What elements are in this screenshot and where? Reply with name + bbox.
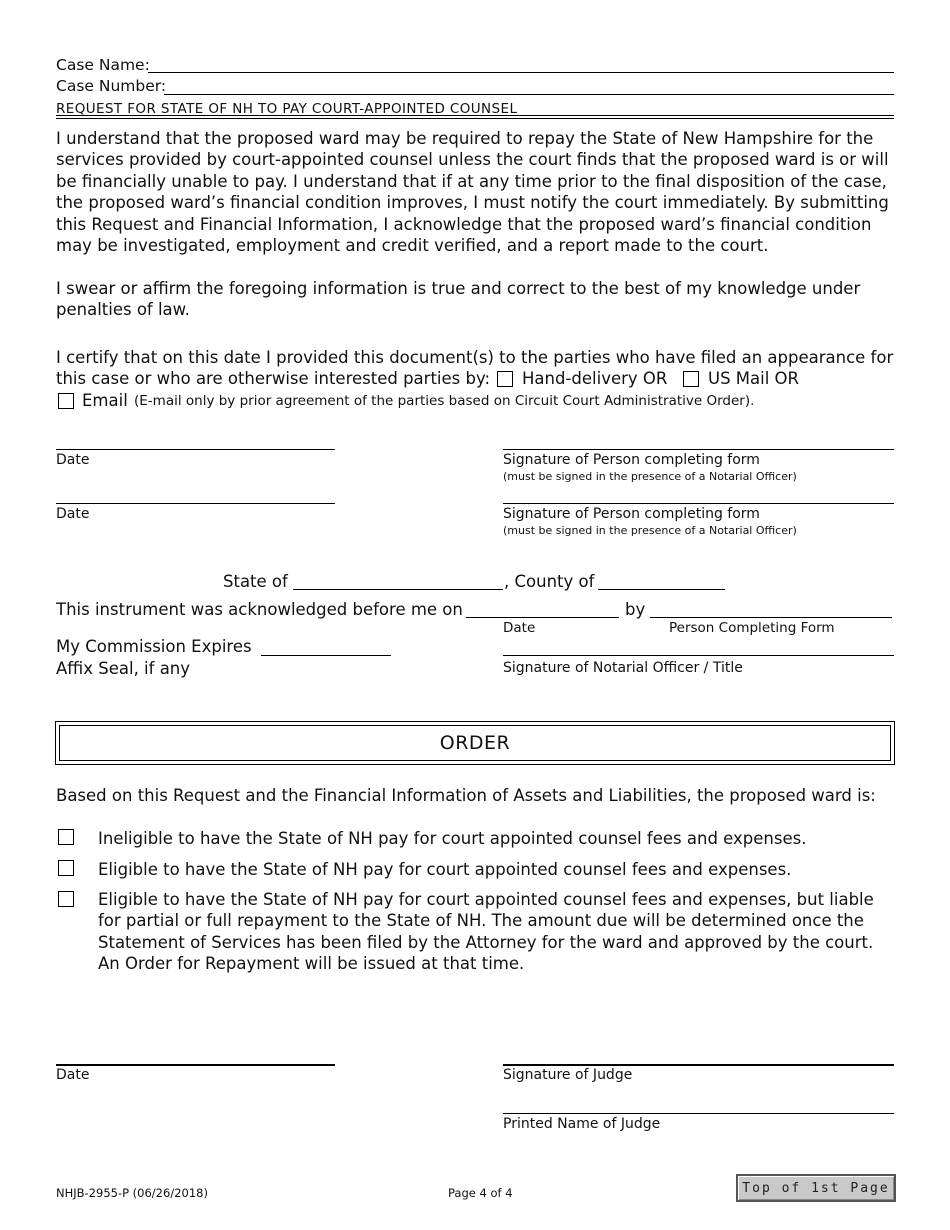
- date-label-1: Date: [56, 452, 90, 468]
- ineligible-label: Ineligible to have the State of NH pay for court appointed counsel fees and expenses.: [98, 829, 807, 848]
- acknowledged-label: This instrument was acknowledged before me on: [56, 600, 463, 619]
- acknowledged-date-label: Date: [503, 620, 536, 636]
- eligible-label: Eligible to have the State of NH pay for court appointed counsel fees and expenses.: [98, 860, 792, 879]
- date-line-1[interactable]: [56, 449, 335, 450]
- signature-line-2[interactable]: [503, 503, 894, 504]
- county-of-label: , County of: [504, 572, 595, 591]
- person-label: Person Completing Form: [669, 620, 835, 636]
- hand-delivery-checkbox[interactable]: [497, 371, 513, 387]
- order-intro: Based on this Request and the Financial Information of Assets and Liabilities, the proposed ward is:: [56, 786, 876, 805]
- signature-label-2: Signature of Person completing form: [503, 506, 760, 522]
- email-note: (E-mail only by prior agreement of the parties based on Circuit Court Administrative Order).: [134, 393, 755, 409]
- judge-printed-line[interactable]: [503, 1113, 894, 1114]
- affix-seal-label: Affix Seal, if any: [56, 659, 191, 678]
- eligible-repayment-label: Eligible to have the State of NH pay for court appointed counsel fees and expenses, but liable for partial or full repayment to the State of NH. The amount due will be determined once the Statement of Services has been filed by the Attorney for the ward and approved by the court. An Order for Repayment will be issued at that time.: [98, 890, 874, 974]
- state-field[interactable]: [293, 589, 503, 590]
- understanding-paragraph: I understand that the proposed ward may be required to repay the State of New Hampshire for the services provided by court-appointed counsel unless the court finds that the proposed ward is or will be financially unable to pay. I understand that if at any time prior to the final disposition of the case, the proposed ward’s financial condition improves, I must notify the court immediately. By submitting this Request and Financial Information, I acknowledge that the proposed ward’s financial condition may be investigated, employment and credit verified, and a report made to the court.: [56, 129, 889, 256]
- case-name-field[interactable]: [148, 72, 894, 73]
- certify-line-2: this case or who are otherwise interested parties by:: [56, 369, 491, 388]
- case-number-field[interactable]: [164, 94, 894, 95]
- eligible-repayment-checkbox[interactable]: [58, 891, 74, 907]
- form-title: REQUEST FOR STATE OF NH TO PAY COURT-APPOINTED COUNSEL: [56, 101, 518, 117]
- order-title: ORDER: [59, 725, 891, 761]
- title-rule-2: [56, 118, 894, 119]
- notary-signature-line[interactable]: [503, 655, 894, 656]
- date-line-2[interactable]: [56, 503, 335, 504]
- page-number: Page 4 of 4: [448, 1186, 513, 1200]
- judge-printed-label: Printed Name of Judge: [503, 1116, 661, 1132]
- hand-delivery-label: Hand-delivery OR: [522, 369, 668, 388]
- state-of-label: State of: [223, 572, 288, 591]
- order-box: [55, 721, 895, 765]
- order-date-label: Date: [56, 1067, 90, 1083]
- county-field[interactable]: [598, 589, 725, 590]
- date-label-2: Date: [56, 506, 90, 522]
- signature-note-1: (must be signed in the presence of a Notarial Officer): [503, 470, 797, 483]
- by-label: by: [625, 600, 646, 619]
- signature-label-1: Signature of Person completing form: [503, 452, 760, 468]
- acknowledged-date-field[interactable]: [466, 617, 619, 618]
- ineligible-checkbox[interactable]: [58, 829, 74, 845]
- commission-field[interactable]: [261, 655, 391, 656]
- commission-label: My Commission Expires: [56, 637, 252, 656]
- email-label: Email: [82, 391, 128, 410]
- swear-paragraph: I swear or affirm the foregoing information is true and correct to the best of my knowledge under penalties of law.: [56, 279, 861, 320]
- us-mail-checkbox[interactable]: [683, 371, 699, 387]
- case-number-label: Case Number:: [56, 77, 167, 95]
- order-date-line[interactable]: [56, 1064, 335, 1066]
- us-mail-label: US Mail OR: [708, 369, 800, 388]
- signature-note-2: (must be signed in the presence of a Notarial Officer): [503, 524, 797, 537]
- eligible-checkbox[interactable]: [58, 860, 74, 876]
- case-name-label: Case Name:: [56, 56, 150, 74]
- email-checkbox[interactable]: [58, 393, 74, 409]
- form-id: NHJB-2955-P (06/26/2018): [56, 1186, 208, 1200]
- title-rule-1: [56, 115, 894, 116]
- certify-line-1: I certify that on this date I provided this document(s) to the parties who have filed an appearance for: [56, 348, 894, 367]
- top-of-first-page-button[interactable]: Top of 1st Page: [736, 1174, 896, 1202]
- judge-signature-label: Signature of Judge: [503, 1067, 633, 1083]
- signature-line-1[interactable]: [503, 449, 894, 450]
- judge-signature-line[interactable]: [503, 1064, 894, 1066]
- notary-signature-label: Signature of Notarial Officer / Title: [503, 660, 743, 676]
- person-field[interactable]: [650, 617, 892, 618]
